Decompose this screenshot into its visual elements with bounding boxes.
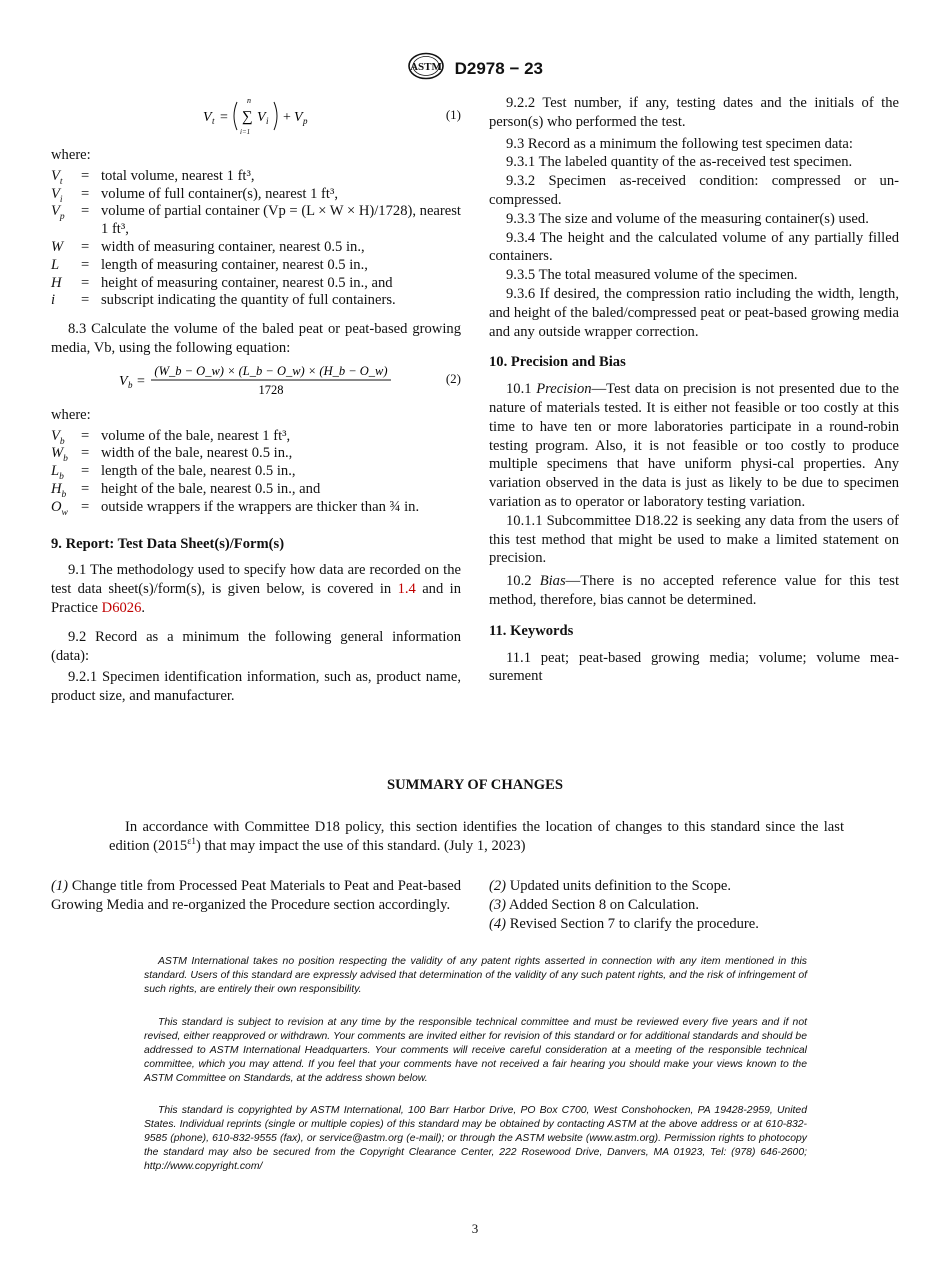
standard-designation: D2978 − 23: [454, 58, 544, 78]
svg-text:p: p: [303, 116, 308, 126]
equation-1-number: (1): [445, 107, 461, 122]
legal-notice-revision: This standard is subject to revision at any time by the responsible technical committee and must be reviewed every five years and if not revised, either reapproved or withdrawn. Your comments are invited either for revision of this standard or for additional standards and should be addressed to ASTM International Headquarters. Your comments will receive careful consideration at a meeting of the responsible technical committee, which you may attend. If you feel that your comments have not received a fair hearing you should make your views known to the ASTM Committee on Standards, at the address shown below.: [144, 1017, 807, 1084]
def-row: $V_p$ = volume of partial container (Vp = (L × W × H)/1728), nearest 1 ft³,: [51, 203, 461, 238]
link-section-1-4[interactable]: 1.4: [397, 581, 416, 598]
svg-text:(W_b − O_w) × (L_b − O_w) × (H: (W_b − O_w) × (L_b − O_w) × (H_b − O_w): [154, 363, 388, 378]
summary-of-changes-title: SUMMARY OF CHANGES: [387, 777, 563, 793]
definitions-eq1: [51, 168, 461, 310]
paragraph-9-2-1: 9.2.1 Specimen identification information, such as, product name, product size, and manufacturer.: [51, 669, 461, 705]
equation-2-formula: [51, 358, 411, 402]
astm-logo: [407, 52, 445, 86]
paragraph-9-3-3: 9.3.3 The size and volume of the measuring container(s) used.: [506, 210, 869, 227]
paragraph-9-1: 9.1 The methodology used to specify how data are recorded on the test data sheet(s)/form(s), is given below, is covered in 1.4 and in Practice D6026.: [51, 562, 461, 616]
def-row: L = length of measuring container, nearest 0.5 in.,: [51, 256, 368, 273]
svg-text:∑: ∑: [242, 109, 253, 125]
svg-text:V: V: [203, 110, 212, 125]
svg-text:=: =: [220, 110, 228, 125]
paragraph-9-3-6: 9.3.6 If desired, the compression ratio including the width, length, and height of the baled/compressed peat or peat-based growing media and any outside wrapper correction.: [489, 285, 899, 340]
svg-text:+: +: [283, 110, 291, 125]
where-label-1: where:: [51, 147, 91, 163]
changes-left-column: [51, 877, 461, 915]
paragraph-9-3-2: 9.3.2 Specimen as-received condition: compressed or un-compressed.: [489, 173, 899, 208]
changes-right-column: [489, 877, 899, 933]
summary-intro: In accordance with Committee D18 policy, this section identifies the location of changes to this standard since the last edition $(2015^{\varepsilon 1})$ that may impact the use of this standard. (July 1, 2023): [109, 819, 844, 854]
svg-text:ASTM: ASTM: [410, 61, 442, 73]
def-row: $V_b$ = volume of the bale, nearest 1 ft³,: [51, 427, 291, 447]
svg-text:t: t: [212, 116, 215, 126]
def-row: $O_w$ = outside wrappers if the wrappers are thicker than ¾ in.: [51, 498, 420, 518]
paragraph-8-3: 8.3 Calculate the volume of the baled peat or peat-based growing media, Vb, using the following equation:: [51, 321, 461, 356]
svg-text:=: =: [137, 373, 145, 389]
equation-1: [51, 94, 461, 138]
paragraph-9-3-5: 9.3.5 The total measured volume of the specimen.: [506, 267, 798, 284]
legal-notice-patent: ASTM International takes no position respecting the validity of any patent rights asserted in connection with any item mentioned in this standard. Users of this standard are expressly advised that determination of the validity of any such patent rights, and the risk of infringement of such rights, are entirely their own responsibility.: [144, 956, 807, 995]
svg-text:V: V: [119, 373, 128, 389]
section-9-heading: 9. Report: Test Data Sheet(s)/Form(s): [51, 535, 285, 552]
change-item: (3) Added Section 8 on Calculation.: [489, 896, 699, 913]
def-row: $V_i$ = volume of full container(s), nearest 1 ft³,: [51, 185, 338, 205]
svg-text:n: n: [247, 96, 251, 105]
paragraph-10-1: 10.1 Precision—Test data on precision is not presented due to the nature of materials tested. It is either not feasible or too costly at this time to have ten or more laboratories participate in a round-robin testing program. Also, it is not feasible or too costly to produce multiple specimens that have uniform physi-cal properties. Any variation observed in the data is just as likely to be due to specimen variation as to operator or laboratory testing variation.: [489, 381, 899, 510]
paragraph-9-3-1: 9.3.1 The labeled quantity of the as-received test specimen.: [506, 154, 853, 171]
left-column: [51, 94, 461, 706]
svg-text:V: V: [294, 110, 303, 125]
svg-text:b: b: [128, 379, 133, 390]
where-label-2: where:: [51, 406, 91, 423]
def-row: i = subscript indicating the quantity of full containers.: [51, 292, 396, 309]
link-d6026[interactable]: D6026: [101, 599, 142, 616]
paragraph-9-3-4: 9.3.4 The height and the calculated volume of any partially filled containers.: [489, 229, 899, 265]
equation-2: [51, 358, 461, 402]
paragraph-10-1-1: 10.1.1 Subcommittee D18.22 is seeking any data from the users of this test method that might be used to make a limited statement on precision.: [489, 512, 899, 567]
paragraph-9-3: 9.3 Record as a minimum the following test specimen data:: [506, 135, 853, 152]
definitions-eq2: [51, 428, 419, 517]
change-item: (2) Updated units definition to the Scope.: [489, 878, 731, 894]
paragraph-9-2: 9.2 Record as a minimum the following general information (data):: [51, 628, 461, 664]
page-number: 3: [471, 1221, 479, 1236]
paragraph-10-2: 10.2 Bias—There is no accepted reference value for this test method, therefore, bias cannot be determined.: [489, 573, 900, 608]
page-header: [0, 52, 950, 86]
legal-notice-copyright: This standard is copyrighted by ASTM International, 100 Barr Harbor Drive, PO Box C700, West Conshohocken, PA 19428-2959, United States. Individual reprints (single or multiple copies) of this standard may be obtained by contacting ASTM at the above address or at 610-832-9585 (phone), 610-832-9555 (fax), or service@astm.org (e-mail); or through the ASTM website (www.astm.org). Permission rights to photocopy the standard may also be secured from the Copyright Clearance Center, 222 Rosewood Drive, Danvers, MA 01923, Tel: (978) 646-2600; http://www.copyright.com/: [144, 1105, 807, 1172]
change-item: (1) Change title from Processed Peat Materials to Peat and Peat-based Growing Media and re-organized the Procedure section accordingly.: [51, 878, 461, 913]
svg-text:V: V: [257, 110, 266, 125]
def-row: $L_b$ = length of the bale, nearest 0.5 in.,: [51, 463, 296, 483]
equation-1-formula: [51, 94, 381, 138]
change-item: (4) Revised Section 7 to clarify the procedure.: [489, 915, 759, 932]
svg-text:i: i: [266, 116, 269, 126]
svg-text:i=1: i=1: [240, 128, 251, 136]
section-10-heading: 10. Precision and Bias: [489, 354, 626, 371]
equation-2-number: (2): [445, 370, 461, 386]
svg-text:1728: 1728: [258, 382, 284, 397]
def-row: $W_b$ = width of the bale, nearest 0.5 in.,: [51, 445, 293, 465]
section-11-heading: 11. Keywords: [489, 622, 574, 639]
paragraph-9-2-2: 9.2.2 Test number, if any, testing dates and the initials of the person(s) who performed the test.: [489, 95, 899, 130]
right-column: [489, 94, 899, 686]
paragraph-11-1: 11.1 peat; peat-based growing media; volume; volume mea-surement: [489, 649, 899, 685]
def-row: W = width of measuring container, nearest 0.5 in.,: [51, 238, 365, 255]
def-row: $V_t$ = total volume, nearest 1 ft³,: [51, 167, 255, 187]
def-row: H = height of measuring container, nearest 0.5 in., and: [51, 274, 393, 291]
def-row: $H_b$ = height of the bale, nearest 0.5 in., and: [51, 480, 321, 500]
